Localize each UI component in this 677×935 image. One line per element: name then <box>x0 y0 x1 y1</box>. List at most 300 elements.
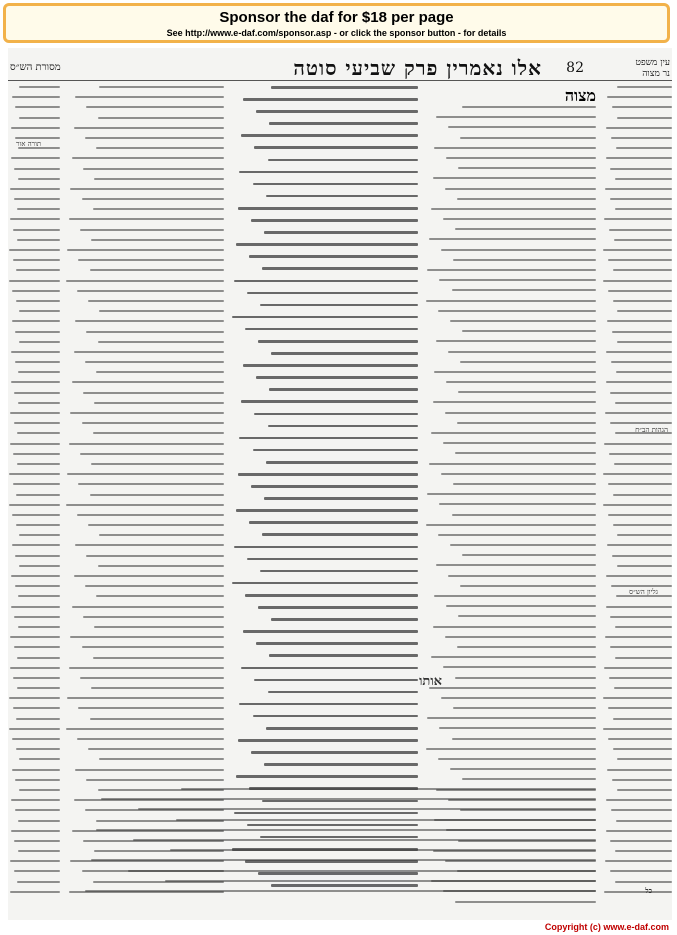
text-line <box>15 809 60 811</box>
text-line <box>453 259 596 261</box>
text-line <box>457 646 596 648</box>
text-line <box>165 880 596 882</box>
text-line <box>241 400 418 403</box>
text-line <box>260 570 418 573</box>
text-line <box>91 239 224 241</box>
text-line <box>18 820 60 822</box>
text-line <box>613 269 672 271</box>
text-line <box>96 147 224 149</box>
text-line <box>75 96 224 98</box>
copyright-notice[interactable]: Copyright (c) www.e-daf.com <box>544 922 669 932</box>
text-line <box>253 715 418 718</box>
text-line <box>603 249 672 251</box>
text-line <box>254 146 418 149</box>
text-line <box>11 381 60 383</box>
text-line <box>260 304 418 307</box>
text-line <box>66 728 224 730</box>
text-line <box>609 453 672 455</box>
text-line <box>238 207 418 210</box>
text-line <box>610 422 672 424</box>
text-line <box>82 198 224 200</box>
text-line <box>609 677 672 679</box>
text-line <box>613 748 673 750</box>
text-line <box>96 595 224 597</box>
text-line <box>86 555 224 557</box>
text-line <box>458 615 596 617</box>
text-line <box>138 808 596 810</box>
text-line <box>19 86 60 88</box>
text-line <box>436 564 596 566</box>
text-line <box>613 494 672 496</box>
text-line <box>82 646 224 648</box>
text-line <box>91 463 224 465</box>
text-line <box>236 775 418 778</box>
text-line <box>243 98 418 101</box>
text-line <box>232 582 418 585</box>
text-line <box>268 425 418 428</box>
text-line <box>93 208 224 210</box>
text-line <box>16 300 60 302</box>
text-line <box>91 687 224 689</box>
text-line <box>431 208 596 210</box>
text-line <box>607 96 672 98</box>
ein-mishpat-label: עין משפט <box>635 58 670 68</box>
text-line <box>12 769 60 771</box>
text-line <box>69 667 224 669</box>
text-line <box>69 443 224 445</box>
hagahot-label: הגהות הב״ח <box>635 426 668 434</box>
text-line <box>10 218 60 220</box>
text-line <box>608 514 672 516</box>
text-line <box>612 331 672 333</box>
text-line <box>12 96 60 98</box>
text-line <box>247 292 418 295</box>
text-line <box>18 371 60 373</box>
text-line <box>13 483 60 485</box>
text-line <box>613 524 673 526</box>
text-line <box>19 341 60 343</box>
gilyon-label: גליון הש״ס <box>629 588 658 596</box>
text-line <box>453 483 596 485</box>
text-line <box>605 412 672 414</box>
text-line <box>611 361 672 363</box>
text-line <box>460 585 596 587</box>
sponsor-banner[interactable] <box>3 3 670 43</box>
text-line <box>268 691 418 694</box>
text-line <box>11 127 60 129</box>
text-line <box>101 798 596 800</box>
text-line <box>610 168 672 170</box>
text-line <box>271 352 418 355</box>
text-line <box>439 503 596 505</box>
text-line <box>266 727 418 730</box>
text-line <box>438 310 596 312</box>
text-line <box>462 554 596 556</box>
text-line <box>254 413 418 416</box>
text-line <box>14 198 60 200</box>
text-line <box>83 616 224 618</box>
text-line <box>80 453 224 455</box>
text-line <box>15 331 60 333</box>
text-line <box>10 443 60 445</box>
text-line <box>70 188 224 190</box>
text-line <box>77 738 224 740</box>
text-line <box>431 432 596 434</box>
text-line <box>611 809 672 811</box>
ein-mishpat-text <box>602 86 672 893</box>
text-line <box>617 341 672 343</box>
text-line <box>616 147 672 149</box>
text-line <box>11 351 60 353</box>
text-line <box>455 228 596 230</box>
text-line <box>10 860 60 862</box>
text-line <box>612 555 672 557</box>
text-line <box>86 779 224 781</box>
text-line <box>15 555 60 557</box>
text-line <box>70 412 224 414</box>
text-line <box>614 463 672 465</box>
sponsor-title[interactable]: Sponsor the daf for $18 per page <box>219 9 454 26</box>
text-line <box>19 789 60 791</box>
text-line <box>17 463 60 465</box>
text-line <box>605 860 672 862</box>
text-line <box>608 483 672 485</box>
mitzvah-word: מצוה <box>564 86 596 105</box>
mesoret-hashas-column <box>8 86 60 906</box>
text-line <box>446 157 596 159</box>
text-line <box>19 565 60 567</box>
text-line <box>256 642 418 645</box>
text-line <box>608 707 672 709</box>
text-line <box>80 677 224 679</box>
text-line <box>462 778 596 780</box>
text-line <box>253 449 418 452</box>
text-line <box>453 707 596 709</box>
text-line <box>14 422 60 424</box>
text-line <box>611 137 672 139</box>
text-line <box>608 290 672 292</box>
text-line <box>16 718 60 720</box>
text-line <box>433 177 596 179</box>
text-line <box>262 267 418 270</box>
text-line <box>603 697 672 699</box>
text-line <box>88 748 224 750</box>
text-line <box>604 443 672 445</box>
text-line <box>83 168 224 170</box>
text-line <box>427 493 596 495</box>
sponsor-subtitle[interactable]: See http://www.e-daf.com/sponsor.asp - or click the sponsor button - for details <box>166 28 507 38</box>
text-line <box>610 198 672 200</box>
text-line <box>133 839 596 841</box>
text-line <box>608 259 672 261</box>
text-line <box>176 819 596 821</box>
text-line <box>433 626 596 628</box>
text-line <box>99 310 224 312</box>
text-line <box>13 229 60 231</box>
text-line <box>75 544 224 546</box>
text-line <box>427 269 596 271</box>
text-line <box>443 442 596 444</box>
text-line <box>12 738 60 740</box>
text-line <box>251 485 418 488</box>
text-line <box>441 697 596 699</box>
text-line <box>78 707 224 709</box>
text-line <box>607 320 672 322</box>
text-line <box>251 219 418 222</box>
text-line <box>239 437 418 440</box>
text-line <box>9 473 60 475</box>
text-line <box>448 351 596 353</box>
text-line <box>427 717 596 719</box>
text-line <box>617 310 672 312</box>
text-line <box>238 473 418 476</box>
text-line <box>271 86 418 89</box>
text-line <box>266 461 418 464</box>
text-line <box>11 799 60 801</box>
text-line <box>446 381 596 383</box>
text-line <box>88 300 224 302</box>
text-line <box>448 575 596 577</box>
text-line <box>438 534 596 536</box>
rashi-text <box>424 106 596 906</box>
text-line <box>436 340 596 342</box>
text-line <box>17 657 60 659</box>
text-line <box>452 289 596 291</box>
text-line <box>439 279 596 281</box>
text-line <box>615 208 672 210</box>
text-line <box>15 361 60 363</box>
text-line <box>457 198 596 200</box>
text-line <box>91 859 596 861</box>
gemara-text <box>230 86 418 887</box>
text-line <box>77 514 224 516</box>
text-line <box>434 147 596 149</box>
text-line <box>450 768 596 770</box>
page-header <box>8 56 672 82</box>
kol-word: כל <box>645 886 652 895</box>
text-line <box>19 534 60 536</box>
text-line <box>254 679 418 682</box>
text-line <box>90 718 224 720</box>
text-line <box>69 218 224 220</box>
text-line <box>264 763 418 766</box>
text-line <box>15 137 60 139</box>
text-line <box>96 371 224 373</box>
text-line <box>234 546 418 549</box>
torah-or-label: תורה אור <box>16 140 42 148</box>
text-line <box>603 473 672 475</box>
text-line <box>10 891 60 893</box>
text-line <box>606 127 672 129</box>
text-line <box>74 127 224 129</box>
text-line <box>9 504 60 506</box>
text-line <box>66 504 224 506</box>
text-line <box>9 697 60 699</box>
otan-word: אותו <box>419 674 442 689</box>
text-line <box>181 788 596 790</box>
text-line <box>19 310 60 312</box>
text-line <box>445 188 596 190</box>
text-line <box>608 738 672 740</box>
text-line <box>439 727 596 729</box>
text-line <box>98 565 224 567</box>
mesoret-hashas-label: מסורת הש״ס <box>10 62 61 73</box>
text-line <box>258 340 418 343</box>
text-line <box>606 381 673 383</box>
text-line <box>72 157 224 159</box>
text-line <box>10 412 60 414</box>
text-line <box>11 830 60 832</box>
text-line <box>16 494 60 496</box>
text-line <box>458 391 596 393</box>
text-line <box>610 392 672 394</box>
text-line <box>16 269 60 271</box>
text-line <box>17 208 60 210</box>
text-line <box>236 509 418 512</box>
text-line <box>607 769 672 771</box>
text-line <box>613 718 672 720</box>
text-line <box>93 432 224 434</box>
text-line <box>614 239 672 241</box>
text-line <box>9 728 60 730</box>
text-line <box>15 106 60 108</box>
text-line <box>18 402 60 404</box>
text-line <box>609 229 672 231</box>
text-line <box>610 616 672 618</box>
text-line <box>15 779 60 781</box>
text-line <box>94 626 224 628</box>
text-line <box>617 86 672 88</box>
text-line <box>17 881 60 883</box>
text-line <box>617 789 672 791</box>
text-line <box>607 544 672 546</box>
text-line <box>13 259 60 261</box>
text-line <box>441 249 596 251</box>
text-line <box>18 850 60 852</box>
text-line <box>85 137 224 139</box>
text-line <box>462 106 596 108</box>
text-line <box>12 544 60 546</box>
text-line <box>269 654 418 657</box>
text-line <box>605 188 672 190</box>
text-line <box>245 328 418 331</box>
text-line <box>98 117 224 119</box>
page-number: 82 <box>566 60 584 76</box>
text-line <box>436 116 596 118</box>
tosafot-column <box>64 86 224 906</box>
text-line <box>455 452 596 454</box>
text-line <box>455 677 596 679</box>
text-line <box>234 280 418 283</box>
text-line <box>269 122 418 125</box>
text-line <box>85 361 224 363</box>
text-line <box>99 86 224 88</box>
text-line <box>243 630 418 633</box>
talmud-page <box>8 48 672 920</box>
text-line <box>271 618 418 621</box>
text-line <box>457 422 596 424</box>
text-line <box>443 218 596 220</box>
text-line <box>613 300 673 302</box>
text-line <box>617 117 672 119</box>
text-line <box>14 870 60 872</box>
text-line <box>434 371 596 373</box>
text-line <box>17 687 60 689</box>
text-line <box>615 626 672 628</box>
text-line <box>90 269 224 271</box>
text-line <box>606 575 672 577</box>
text-line <box>18 178 60 180</box>
text-line <box>610 646 672 648</box>
text-line <box>438 758 596 760</box>
text-line <box>452 514 596 516</box>
text-line <box>16 524 60 526</box>
text-line <box>429 687 596 689</box>
text-line <box>614 687 672 689</box>
text-line <box>458 167 596 169</box>
text-line <box>14 392 60 394</box>
text-line <box>264 497 418 500</box>
text-line <box>11 606 60 608</box>
text-line <box>78 483 224 485</box>
text-line <box>13 707 60 709</box>
text-line <box>615 850 672 852</box>
text-line <box>12 320 60 322</box>
text-line <box>16 748 60 750</box>
ein-mishpat-heading <box>636 58 670 80</box>
text-line <box>615 657 672 659</box>
text-line <box>245 594 418 597</box>
text-line <box>9 249 60 251</box>
text-line <box>239 171 418 174</box>
text-line <box>604 891 672 893</box>
text-line <box>434 595 596 597</box>
text-line <box>606 799 672 801</box>
text-line <box>85 890 596 892</box>
text-line <box>431 656 596 658</box>
text-line <box>80 229 224 231</box>
text-line <box>88 524 224 526</box>
text-line <box>18 595 60 597</box>
text-line <box>90 494 224 496</box>
text-line <box>617 565 672 567</box>
text-line <box>615 402 672 404</box>
text-line <box>83 392 224 394</box>
text-line <box>617 534 672 536</box>
text-line <box>452 738 596 740</box>
text-line <box>232 316 418 319</box>
mesoret-hashas-text <box>8 86 60 893</box>
text-line <box>612 779 672 781</box>
text-line <box>14 646 60 648</box>
ein-mishpat-column <box>602 86 672 906</box>
page-title: אלו נאמרין פרק שביעי סוטה <box>293 56 542 80</box>
text-line <box>128 870 596 872</box>
text-line <box>12 290 60 292</box>
text-line <box>426 748 596 750</box>
text-line <box>170 849 596 851</box>
text-line <box>94 402 224 404</box>
text-line <box>450 544 596 546</box>
text-line <box>253 183 418 186</box>
text-line <box>82 422 224 424</box>
text-line <box>70 636 224 638</box>
text-line <box>17 432 60 434</box>
text-line <box>460 361 596 363</box>
text-line <box>446 605 596 607</box>
text-line <box>249 521 418 524</box>
text-line <box>85 585 224 587</box>
